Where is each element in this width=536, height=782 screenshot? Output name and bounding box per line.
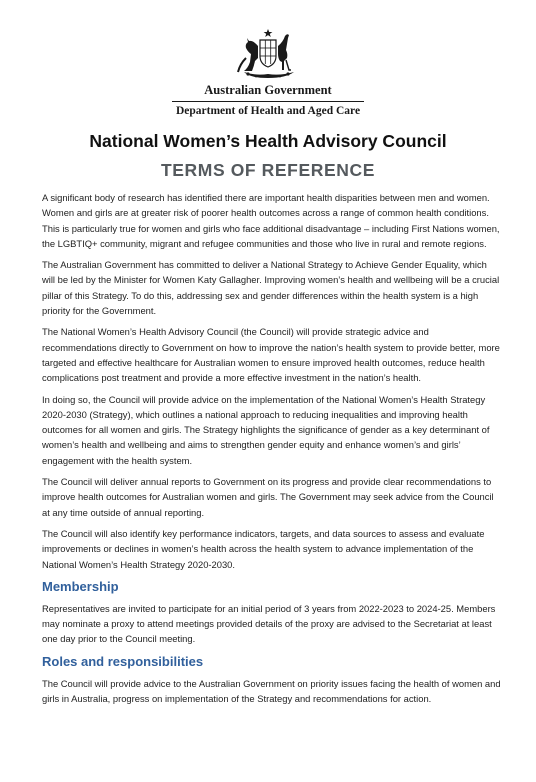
intro-paragraph: The National Women’s Health Advisory Council (the Council) will provide strategic advice and recommendations directly to Government on how to improve the nation’s health system to provide better, more targeted and effective healthcare for Australian women to ensure improved health outcomes, reduce health complications post treatment and provide a more effective investment in the nation’s health. xyxy=(42,326,500,384)
intro-paragraph: The Australian Government has committed to deliver a National Strategy to Achieve Gender Equality, which will be led by the Minister for Women Katy Gallagher. Improving women’s health and wellbeing will be a crucial pillar of this Strategy. To do this, addressing sex and gender differences within the health system is a high priority for the Government. xyxy=(42,259,500,317)
government-name: Australian Government xyxy=(204,83,332,97)
roles-paragraph: The Council will provide advice to the Australian Government on priority issues facing the health of women and girls in Australia, progress on implementation of the Strategy and recommendations for action. xyxy=(42,677,501,705)
roles-heading: Roles and responsibilities xyxy=(42,653,204,669)
intro-paragraph: The Council will deliver annual reports to Government on its progress and provide clear recommendations to improve health outcomes for Australian women and girls. The Government may seek advice from the Council at any time outside of annual reporting. xyxy=(42,476,494,518)
australian-coat-of-arms-icon xyxy=(236,28,300,80)
document-title: National Women’s Health Advisory Council xyxy=(89,131,447,151)
department-name: Department of Health and Aged Care xyxy=(175,105,361,117)
intro-paragraph: In doing so, the Council will provide advice on the implementation of the National Women’s Health Strategy 2020-2030 (Strategy), which outlines a national approach to reducing inequalities and improving health outcomes for all women and girls. The Strategy highlights the significance of gender as a key determinant of women’s health and wellbeing and aims to strengthen gender equity and enhance women’s and girls’ engagement with the health system. xyxy=(42,393,490,466)
membership-heading: Membership xyxy=(42,578,119,594)
intro-paragraph: A significant body of research has identified there are important health disparities between men and women. Women and girls are at greater risk of poorer health outcomes across a range of common health conditions. This is particularly true for women and girls who face additional disadvantage – including First Nations women, the LGBTIQ+ community, migrant and refugee communities and those who live in rural and remote regions. xyxy=(42,192,500,249)
header-divider xyxy=(172,101,364,102)
intro-paragraph: The Council will also identify key performance indicators, targets, and data sources to assess and evaluate improvements or declines in women’s health across the health system to advance implementation of the National Women’s Health Strategy 2020-2030. xyxy=(42,527,485,570)
membership-paragraph: Representatives are invited to participate for an initial period of 3 years from 2022-2023 to 2024-25. Members may nominate a proxy to attend meetings provided details of the proxy are advised to the Secretariat at least one day prior to the Council meeting. xyxy=(42,602,496,645)
document-body xyxy=(42,190,502,712)
document-subtitle: TERMS OF REFERENCE xyxy=(160,160,375,180)
